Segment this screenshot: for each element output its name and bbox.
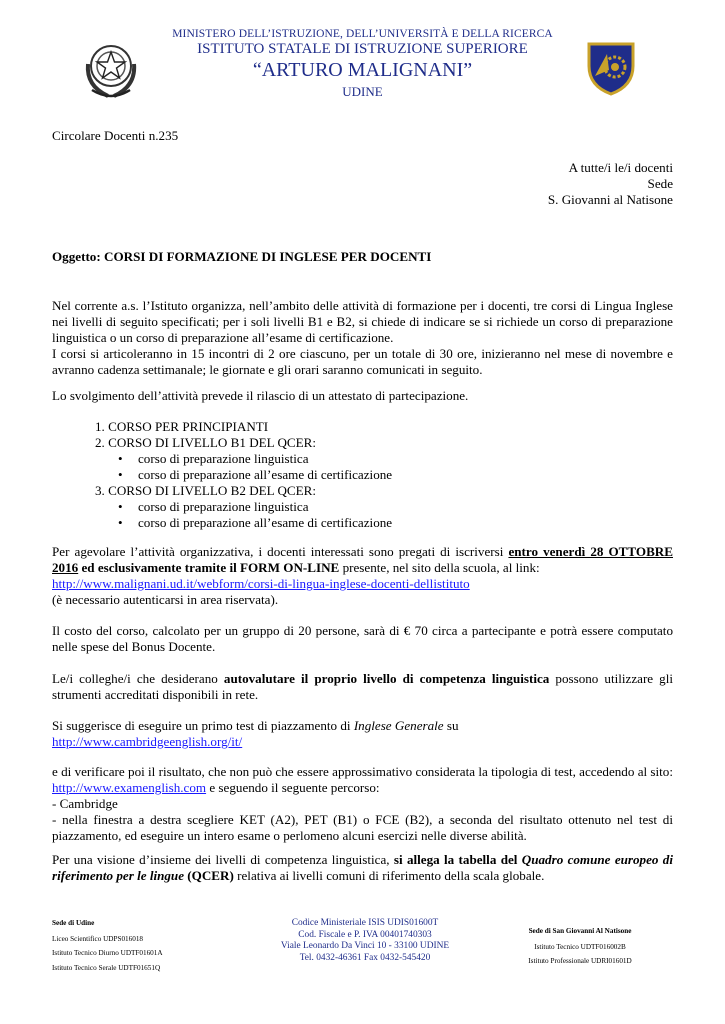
footer-line: Cod. Fiscale e P. IVA 00401740303 (298, 929, 432, 940)
self-assessment-paragraph: Le/i colleghe/i che desiderano autovalutare il proprio livello di competenza linguistica possono utilizzare gli strumenti accreditati disponibili in rete. (52, 671, 674, 703)
footer-contacts (235, 918, 495, 964)
course-item: 1. CORSO PER PRINCIPIANTI (95, 419, 269, 434)
deadline-text: entro venerdì 28 OTTOBRE 2016 (52, 544, 673, 576)
footer-line: Tel. 0432-46361 Fax 0432-545420 (299, 952, 431, 963)
footer-udine (52, 918, 163, 974)
cambridge-link[interactable]: http://www.cambridgeenglish.org/it/ (52, 734, 243, 749)
auth-note: (è necessario autenticarsi in area riservata). (52, 592, 279, 607)
placement-test-paragraph: Si suggerisce di eseguire un primo test di piazzamento di Inglese Generale su (52, 718, 459, 733)
bullet: • (118, 467, 123, 482)
footer-line: Istituto Tecnico UDTF016002B (534, 942, 626, 951)
enrollment-form-link[interactable]: http://www.malignani.ud.it/webform/corsi-di-lingua-inglese-docenti-dellistituto (52, 576, 470, 591)
institute-type: ISTITUTO STATALE DI ISTRUZIONE SUPERIORE (197, 41, 528, 57)
verification-paragraph: e di verificare poi il risultato, che non può che essere approssimativo considerata la tipologia di test, accedendo al sito: http://www.examenglish.com e seguendo il seguente percorso: (52, 764, 673, 796)
footer-line: Istituto Tecnico Diurno UDTF01601A (52, 949, 163, 957)
list-item: • corso di preparazione all’esame di certificazione (118, 467, 393, 482)
examenglish-link[interactable]: http://www.examenglish.com (52, 780, 207, 796)
recipient-line: Sede (647, 176, 673, 192)
list-item: • corso di preparazione linguistica (118, 451, 309, 466)
intro-paragraph: Nel corrente a.s. l’Istituto organizza, nell’ambito delle attività di formazione per i docenti, tre corsi di Lingua Inglese nei livelli di seguito specificati; per i soli livelli B1 e B2, si chiede di indicare se si richiede un corso di preparazione linguistica o un corso di preparazione all’esame di certificazione. (52, 298, 673, 346)
footer-line: Liceo Scientifico UDPS016018 (52, 934, 144, 943)
footer-line: Istituto Tecnico Serale UDTF01651Q (52, 963, 161, 972)
qcer-paragraph: Per una visione d’insieme dei livelli di competenza linguistica, si allega la tabella del Quadro comune europeo di riferimento per le lingue (QCER) relativa ai livelli comuni di riferimento della scala globale. (52, 852, 673, 884)
bullet: • (118, 499, 123, 514)
footer-title: Sede di Udine (52, 919, 95, 927)
path-step: - Cambridge (52, 796, 118, 811)
footer-line: Codice Ministeriale ISIS UDIS01600T (291, 918, 439, 928)
institute-city: UDINE (342, 84, 383, 99)
course-item: 2. CORSO DI LIVELLO B1 DEL QCER: (95, 435, 317, 450)
bullet: • (118, 451, 123, 466)
list-item: • corso di preparazione linguistica (118, 499, 309, 514)
recipient-line: A tutte/i le/i docenti (568, 160, 673, 175)
schedule-paragraph: I corsi si articoleranno in 15 incontri di 2 ore ciascuno, per un totale di 30 ore, inizieranno nel mese di novembre e avranno cadenza settimanale; le giornate e gli orari saranno comunicati in seguito. (52, 346, 673, 378)
footer-line: Istituto Professionale UDRI01601D (528, 957, 632, 965)
path-step: - nella finestra a destra scegliere KET (A2), PET (B1) o FCE (B2), a seconda del risultato ottenuto nel test di piazzamento, ed eseguire un intero esame o perlomeno alcuni esercizi nelle diverse abilità. (52, 812, 673, 844)
ministry-name: MINISTERO DELL’ISTRUZIONE, DELL’UNIVERSITÀ E DELLA RICERCA (172, 28, 553, 40)
bullet: • (118, 515, 123, 530)
recipient-line: S. Giovanni al Natisone (547, 192, 673, 208)
institute-name: “ARTURO MALIGNANI” (252, 59, 473, 81)
certificate-paragraph: Lo svolgimento dell’attività prevede il rilascio di un attestato di partecipazione. (52, 388, 469, 403)
recipients (52, 160, 673, 208)
course-item: 3. CORSO DI LIVELLO B2 DEL QCER: (95, 483, 317, 498)
subject-line: Oggetto: CORSI DI FORMAZIONE DI INGLESE PER DOCENTI (52, 249, 432, 264)
malignani-shield-logo-icon (585, 40, 637, 96)
footer-title: Sede di San Giovanni Al Natisone (528, 927, 632, 935)
footer-san-giovanni (505, 926, 655, 968)
footer-line: Viale Leonardo Da Vinci 10 - 33100 UDINE (280, 941, 450, 952)
circular-number: Circolare Docenti n.235 (52, 128, 179, 143)
list-item: • corso di preparazione all’esame di certificazione (118, 515, 393, 530)
cost-paragraph: Il costo del corso, calcolato per un gruppo di 20 persone, sarà di € 70 circa a partecipante e potrà essere computato nelle spese del Bonus Docente. (52, 623, 673, 655)
enrollment-paragraph: Per agevolare l’attività organizzativa, i docenti interessati sono pregati di iscriversi entro venerdì 28 OTTOBRE 2016 ed esclusivamente tramite il FORM ON-LINE presente, nel sito della scuola, al link: (52, 544, 673, 576)
